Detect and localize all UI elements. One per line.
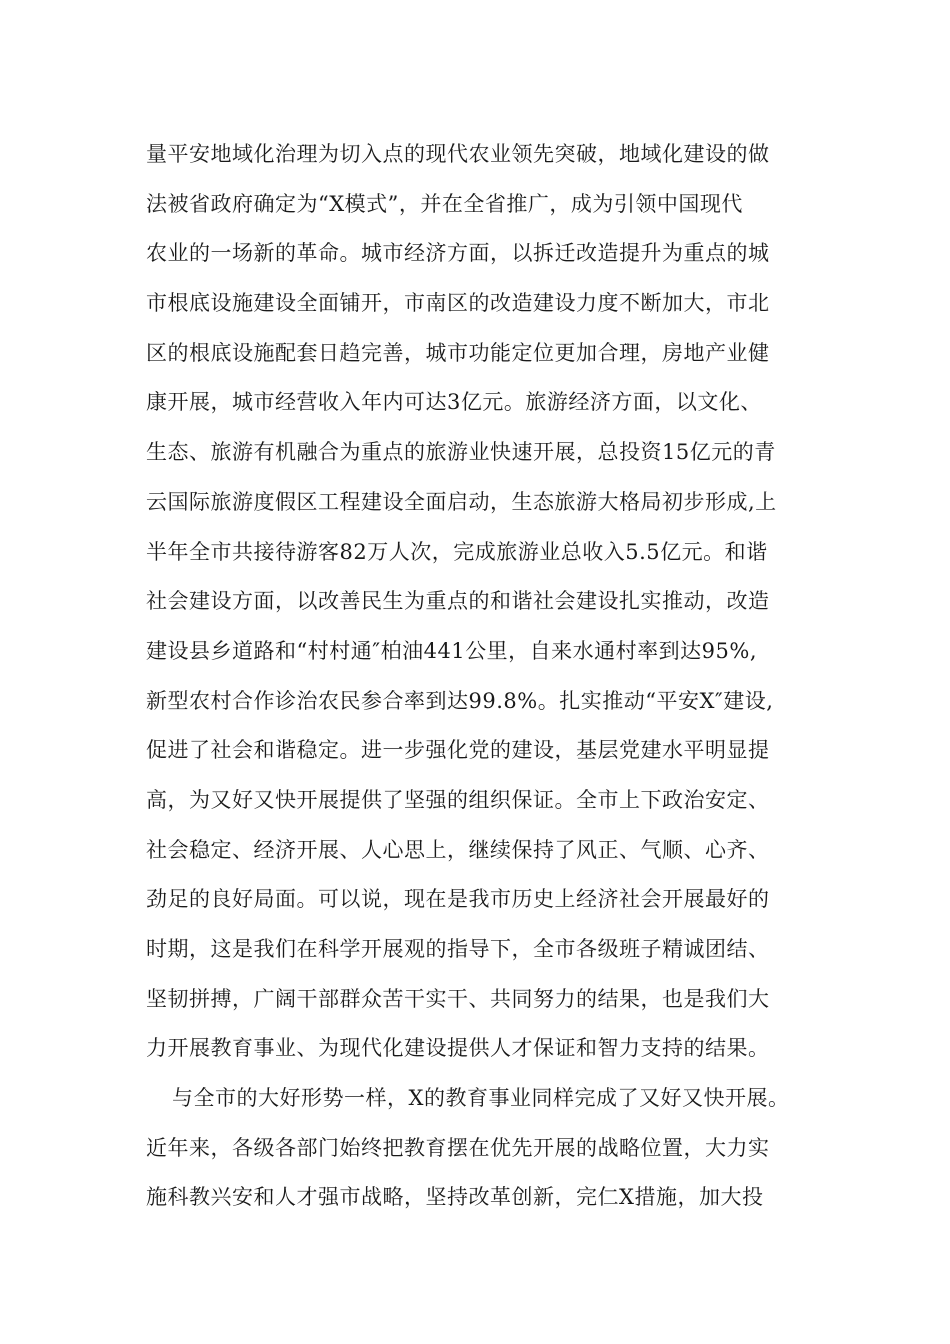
text-line: 半年全市共接待游客82万人次，完成旅游业总收入5.5亿元。和谐 bbox=[146, 539, 768, 564]
text-line: 社会稳定、经济开展、人心思上，继续保持了风正、气顺、心齐、 bbox=[146, 837, 770, 862]
text-line: 建设县乡道路和“村村通″柏油441公里，自来水通村率到达95%, bbox=[146, 638, 758, 663]
text-line: 区的根底设施配套日趋完善，城市功能定位更加合理，房地产业健 bbox=[146, 340, 770, 365]
text-line: 劲足的良好局面。可以说，现在是我市历史上经济社会开展最好的 bbox=[146, 887, 770, 912]
text-line: 云国际旅游度假区工程建设全面启动，生态旅游大格局初步形成,上 bbox=[146, 489, 777, 514]
text-line: 施科教兴安和人才强市战略，坚持改革创新，完仁X措施，加大投 bbox=[146, 1185, 764, 1210]
text-line: 量平安地域化治理为切入点的现代农业领先突破，地域化建设的做 bbox=[146, 142, 770, 166]
text-line: 时期，这是我们在科学开展观的指导下，全市各级班子精诚团结、 bbox=[146, 937, 770, 961]
text-line: 近年来，各级各部门始终把教育摆在优先开展的战略位置，大力实 bbox=[146, 1135, 770, 1160]
text-line: 社会建设方面，以改善民生为重点的和谐社会建设扎实推动，改造 bbox=[146, 589, 770, 614]
text-line: 农业的一场新的革命。城市经济方面，以拆迁改造提升为重点的城 bbox=[146, 241, 770, 266]
text-line: 高，为又好又快开展提供了坚强的组织保证。全市上下政治安定、 bbox=[146, 787, 770, 812]
text-line: 促进了社会和谐稳定。进一步强化党的建设，基层党建水平明显提 bbox=[146, 738, 770, 763]
paragraph-start-line: 与全市的大好形势一样，X的教育事业同样完成了又好又快开展。 bbox=[172, 1086, 790, 1111]
text-line: 坚韧拼搏，广阔干部群众苦干实干、共同努力的结果，也是我们大 bbox=[146, 986, 770, 1011]
text-line: 康开展，城市经营收入年内可达3亿元。旅游经济方面，以文化、 bbox=[146, 390, 762, 415]
text-line: 力开展教育事业、为现代化建设提供人才保证和智力支持的结果。 bbox=[146, 1036, 770, 1061]
body-text bbox=[146, 130, 826, 1223]
text-line: 市根底设施建设全面铺开，市南区的改造建设力度不断加大，市北 bbox=[146, 291, 770, 316]
text-line: 生态、旅游有机融合为重点的旅游业快速开展，总投资15亿元的青 bbox=[146, 440, 776, 465]
text-line: 新型农村合作诊治农民参合率到达99.8%。扎实推动“平安X″建设, bbox=[146, 688, 774, 713]
text-line: 法被省政府确定为“X模式”，并在全省推广，成为引领中国现代 bbox=[146, 191, 743, 216]
